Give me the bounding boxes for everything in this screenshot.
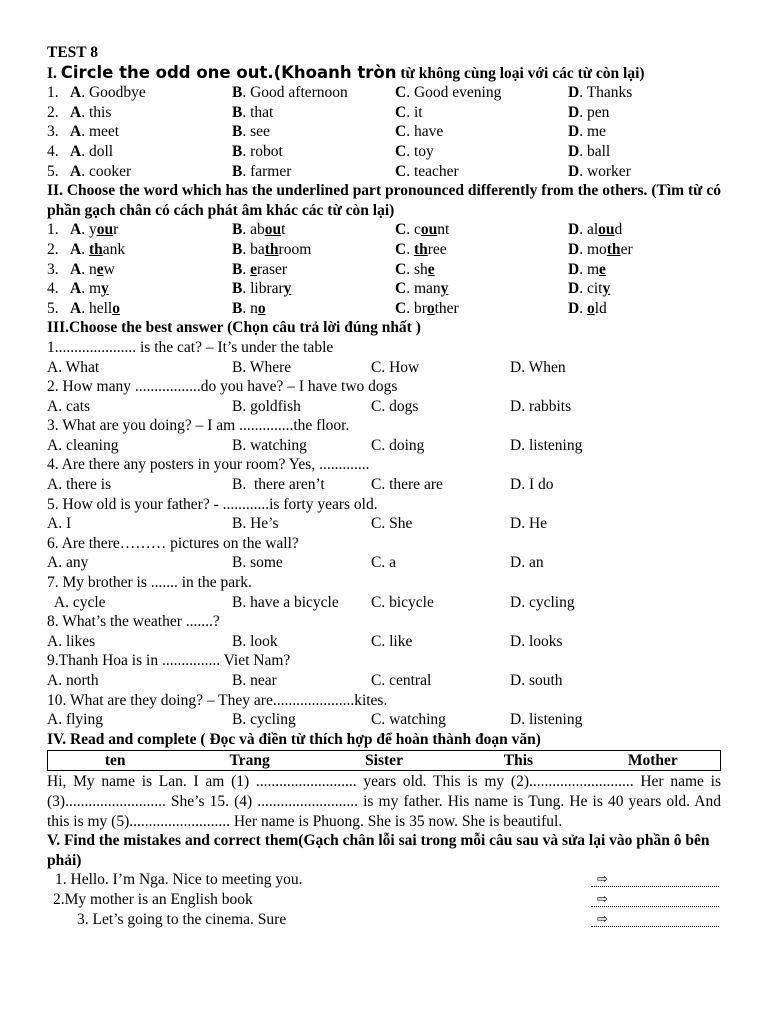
option-letter: A	[70, 123, 82, 141]
option-letter: A	[70, 142, 82, 160]
underlined-part: y	[101, 280, 109, 298]
option-a: A. your	[70, 221, 119, 239]
answer-c: C. there are	[371, 476, 443, 494]
answer-row	[47, 514, 721, 534]
option-letter: B	[232, 123, 243, 141]
underlined-part: o	[112, 299, 120, 317]
word-box-item: Trang	[229, 752, 270, 770]
option-letter: D	[568, 123, 580, 141]
option-text: meet	[88, 123, 120, 141]
word-part: librar	[250, 280, 284, 298]
option-letter: C	[395, 123, 407, 141]
answer-b: B. there aren’t	[232, 476, 325, 494]
underlined-part: th	[264, 240, 279, 258]
option-d: D. mother	[568, 240, 633, 258]
option-b: B. Good afternoon	[232, 84, 348, 102]
option-d: D. aloud	[568, 221, 623, 239]
option-letter: C	[395, 103, 407, 121]
question-text: 2. How many .................do you have? – I have two dogs	[47, 378, 398, 396]
word-part: nt	[437, 221, 450, 239]
option-a: A. new	[70, 260, 115, 278]
word-part: c	[413, 221, 421, 239]
correction-row	[47, 910, 721, 930]
section-2-heading: II. Choose the word which has the underlined part pronounced differently from the others. (Tìm từ có phần gạch chân có cách phát âm khác các từ còn lại)	[47, 182, 721, 219]
underlined-part: y	[440, 280, 449, 298]
underlined-part: e	[250, 260, 257, 278]
answer-row	[47, 632, 721, 652]
option-d: D. pen	[568, 103, 610, 121]
answer-row	[47, 671, 721, 691]
option-letter: A	[70, 260, 82, 278]
option-text: worker	[586, 162, 631, 180]
option-c: C. she	[395, 260, 435, 278]
underlined-part: e	[427, 260, 435, 278]
answer-d: D. looks	[510, 632, 563, 650]
answer-d: D. listening	[510, 711, 583, 729]
answer-b: B. cycling	[232, 711, 296, 729]
answer-d: D. He	[510, 515, 548, 533]
answer-row	[47, 397, 721, 417]
underlined-part: y	[283, 280, 292, 298]
sentence-text: 3. Let’s going to the cinema. Sure	[77, 911, 287, 929]
answer-b: B. goldfish	[232, 397, 301, 415]
answer-a: A. there is	[47, 476, 112, 494]
word-part: br	[413, 299, 427, 317]
answer-line	[591, 886, 719, 887]
section-4-heading: IV. Read and complete ( Đọc và điền từ thích hợp để hoàn thành đoạn văn)	[47, 730, 541, 748]
answer-a: A. cleaning	[47, 436, 119, 454]
question-row	[47, 162, 721, 182]
answer-c: C. a	[371, 554, 396, 572]
option-letter: B	[232, 260, 243, 278]
option-b: B. bathroom	[232, 240, 312, 258]
sentence-text: 2.My mother is an English book	[53, 891, 253, 909]
word-part: ab	[250, 221, 265, 239]
answer-d: D. When	[510, 358, 566, 376]
option-text: Goodbye	[88, 84, 146, 102]
answer-line	[591, 906, 719, 907]
option-a: A. doll	[70, 142, 114, 160]
option-b: B. farmer	[232, 162, 292, 180]
question-row	[47, 83, 721, 103]
section-5-items	[47, 870, 721, 930]
word-part: man	[413, 280, 441, 298]
option-text: see	[250, 123, 270, 141]
answer-row	[47, 475, 721, 495]
question-text: 9.Thanh Hoa is in ............... Viet Nam?	[47, 652, 291, 670]
option-letter: D	[568, 162, 580, 180]
option-c: C. count	[395, 221, 450, 239]
underlined-part: ou	[598, 221, 615, 239]
option-letter: C	[395, 162, 407, 180]
answer-a: A. any	[47, 554, 89, 572]
question-text: 10. What are they doing? – They are.....................kites.	[47, 691, 388, 709]
option-letter: A	[70, 280, 82, 298]
answer-c: C. central	[371, 672, 432, 689]
question-row	[47, 260, 721, 280]
option-b: B. see	[232, 123, 270, 141]
option-letter: B	[232, 240, 243, 258]
question-row	[47, 279, 721, 299]
option-d: D. me	[568, 260, 606, 278]
word-part: ree	[427, 240, 447, 258]
section-1-heading	[47, 63, 721, 84]
option-letter: D	[568, 103, 580, 121]
answer-row	[47, 593, 721, 613]
answer-c: C. watching	[371, 711, 446, 729]
option-letter: B	[232, 142, 243, 160]
option-letter: A	[70, 103, 82, 121]
answer-a: A. flying	[47, 711, 103, 729]
question-number: 4.	[47, 280, 59, 298]
question-row	[47, 220, 721, 240]
answer-b: B. watching	[232, 436, 307, 454]
underlined-part: y	[602, 280, 611, 298]
answer-b: B. have a bicycle	[232, 593, 339, 611]
section-3-items	[47, 338, 721, 730]
word-box-item: Sister	[365, 752, 403, 770]
answer-b: B. Where	[232, 358, 292, 376]
option-letter: D	[568, 280, 580, 298]
option-letter: C	[395, 299, 407, 317]
option-letter: B	[232, 103, 243, 121]
option-b: B. eraser	[232, 260, 288, 278]
answer-d: D. south	[510, 672, 563, 689]
underlined-part: th	[88, 240, 103, 258]
question-text: 7. My brother is ....... in the park.	[47, 574, 252, 592]
word-part: ank	[102, 240, 126, 258]
word-part: n	[250, 299, 258, 317]
underlined-part: e	[96, 260, 104, 278]
answer-row	[47, 710, 721, 730]
word-part: m	[586, 260, 600, 278]
option-d: D. ball	[568, 142, 611, 160]
option-a: A. Goodbye	[70, 84, 146, 102]
question-row	[47, 299, 721, 319]
word-part: raser	[256, 260, 288, 278]
answer-d: D. listening	[510, 436, 583, 454]
option-text: toy	[413, 142, 434, 160]
answer-row	[47, 436, 721, 456]
reading-passage: Hi, My name is Lan. I am (1) .......................... years old. This is my (2)........................... Her name is (3).......................... She’s 15. (4) .......................... is my father. His name is Tung. He is 40 years old. And this is my (5).......................... Her name is Phuong. She is 35 now. She is beautiful.	[47, 773, 721, 830]
option-text: Good evening	[413, 84, 502, 102]
word-part: d	[614, 221, 623, 239]
option-d: D. worker	[568, 162, 631, 180]
question-text: 1..................... is the cat? – It’s under the table	[47, 338, 334, 356]
option-letter: C	[395, 260, 407, 278]
option-b: B. that	[232, 103, 274, 121]
answer-b: B. look	[232, 632, 278, 650]
option-letter: B	[232, 221, 243, 239]
option-letter: A	[70, 84, 82, 102]
option-a: A. my	[70, 280, 109, 298]
word-part: er	[620, 240, 633, 258]
question-row	[47, 142, 721, 162]
option-text: Good afternoon	[250, 84, 348, 102]
section-1-items	[47, 83, 721, 181]
option-text: have	[413, 123, 444, 141]
option-letter: C	[395, 280, 407, 298]
word-part: m	[88, 280, 102, 298]
option-text: that	[250, 103, 274, 121]
answer-c: C. She	[371, 515, 413, 533]
word-part: cit	[586, 280, 603, 298]
answer-c: C. dogs	[371, 397, 419, 415]
option-letter: B	[232, 162, 243, 180]
question-number: 4.	[47, 142, 59, 160]
option-text: farmer	[250, 162, 292, 180]
arrow-icon: ⇨	[597, 912, 608, 928]
section-5-heading: V. Find the mistakes and correct them(Gạch chân lỗi sai trong mỗi câu sau và sửa lại vào phần ô bên phải)	[47, 832, 710, 869]
option-b: B. about	[232, 221, 286, 239]
answer-a: A. cycle	[47, 593, 106, 611]
word-part: w	[103, 260, 115, 278]
answer-row	[47, 358, 721, 378]
option-c: C. many	[395, 280, 449, 298]
answer-a: A. north	[47, 672, 99, 689]
test-title: TEST 8	[47, 44, 98, 61]
word-part: hell	[88, 299, 113, 317]
answer-d: D. cycling	[510, 593, 575, 611]
underlined-part: o	[586, 299, 595, 317]
answer-c: C. like	[371, 632, 413, 650]
option-d: D. Thanks	[568, 84, 633, 102]
underlined-part: o	[426, 299, 435, 317]
word-part: r	[113, 221, 119, 239]
option-letter: D	[568, 221, 580, 239]
option-letter: A	[70, 221, 82, 239]
option-c: C. toy	[395, 142, 434, 160]
option-c: C. teacher	[395, 162, 459, 180]
option-letter: A	[70, 299, 82, 317]
option-text: robot	[250, 142, 283, 160]
answer-a: A. I	[47, 515, 72, 533]
answer-b: B. some	[232, 554, 283, 572]
question-number: 2.	[47, 103, 59, 121]
question-text: 5. How old is your father? - ............is forty years old.	[47, 495, 378, 513]
word-box	[47, 750, 721, 771]
option-text: ball	[586, 142, 611, 160]
option-b: B. robot	[232, 142, 283, 160]
option-letter: C	[395, 84, 407, 102]
option-c: C. Good evening	[395, 84, 502, 102]
option-c: C. it	[395, 103, 423, 121]
word-part: mo	[586, 240, 607, 258]
option-text: cooker	[88, 162, 132, 180]
option-text: Thanks	[586, 84, 633, 102]
underlined-part: o	[257, 299, 266, 317]
option-letter: B	[232, 84, 243, 102]
answer-b: B. near	[232, 672, 277, 689]
section-2-items	[47, 220, 721, 318]
question-number: 3.	[47, 123, 59, 141]
question-row	[47, 240, 721, 260]
question-number: 1.	[47, 221, 59, 239]
correction-row	[47, 890, 721, 910]
underlined-part: ou	[420, 221, 438, 239]
question-number: 2.	[47, 240, 59, 258]
question-row	[47, 122, 721, 142]
option-c: C. have	[395, 123, 444, 141]
worksheet	[47, 43, 721, 930]
arrow-icon: ⇨	[597, 872, 608, 888]
word-box-item: This	[503, 752, 534, 770]
option-text: this	[88, 103, 112, 121]
word-part: sh	[413, 260, 428, 278]
option-c: C. three	[395, 240, 447, 258]
section-1-number: I.	[47, 64, 57, 82]
word-part: ld	[594, 299, 607, 317]
option-letter: D	[568, 142, 580, 160]
underlined-part: th	[606, 240, 621, 258]
answer-b: B. He’s	[232, 515, 279, 533]
answer-c: C. doing	[371, 436, 425, 454]
answer-d: D. an	[510, 554, 544, 572]
underlined-part: th	[413, 240, 428, 258]
option-text: me	[586, 123, 606, 141]
option-letter: C	[395, 142, 407, 160]
option-letter: B	[232, 299, 243, 317]
section-1-heading-vi: từ không cùng loại với các từ còn lại)	[396, 64, 645, 82]
word-part: al	[586, 221, 599, 239]
question-row	[47, 103, 721, 123]
option-a: A. this	[70, 103, 112, 121]
sentence-text: 1. Hello. I’m Nga. Nice to meeting you.	[55, 871, 303, 889]
answer-d: D. I do	[510, 476, 554, 494]
word-box-item: Mother	[627, 752, 678, 770]
word-part: ther	[434, 299, 459, 317]
question-number: 1.	[47, 84, 59, 102]
answer-row	[47, 553, 721, 573]
word-part: n	[88, 260, 97, 278]
option-a: A. cooker	[70, 162, 132, 180]
option-text: doll	[88, 142, 114, 160]
underlined-part: e	[599, 260, 606, 278]
answer-a: A. cats	[47, 397, 91, 415]
option-letter: D	[568, 240, 580, 258]
section-3-heading: III.Choose the best answer (Chọn câu trả lời đúng nhất )	[47, 319, 421, 337]
option-c: C. brother	[395, 299, 459, 317]
option-d: D. me	[568, 123, 606, 141]
question-text: 4. Are there any posters in your room? Yes, .............	[47, 456, 370, 474]
underlined-part: ou	[264, 221, 282, 239]
option-b: B. library	[232, 280, 292, 298]
option-d: D. city	[568, 280, 611, 298]
section-1-heading-en: Circle the odd one out.(Khoanh tròn	[60, 62, 397, 82]
option-letter: C	[395, 221, 407, 239]
question-text: 8. What’s the weather .......?	[47, 613, 220, 631]
question-number: 5.	[47, 299, 59, 317]
option-letter: B	[232, 280, 243, 298]
question-number: 3.	[47, 260, 59, 278]
question-text: 3. What are you doing? – I am ..............the floor.	[47, 417, 350, 435]
question-text: 6. Are there……… pictures on the wall?	[47, 534, 299, 552]
answer-c: C. bicycle	[371, 593, 434, 611]
underlined-part: ou	[96, 221, 114, 239]
answer-c: C. How	[371, 358, 420, 376]
option-text: teacher	[413, 162, 459, 180]
option-letter: D	[568, 260, 580, 278]
answer-d: D. rabbits	[510, 397, 572, 415]
option-a: A. meet	[70, 123, 120, 141]
option-text: it	[413, 103, 423, 121]
answer-a: A. What	[47, 358, 100, 376]
option-letter: D	[568, 84, 580, 102]
arrow-icon: ⇨	[597, 892, 608, 908]
option-letter: D	[568, 299, 580, 317]
correction-row	[47, 870, 721, 890]
word-part: t	[281, 221, 286, 239]
option-a: A. thank	[70, 240, 126, 258]
word-box-item: ten	[104, 752, 126, 770]
option-d: D. old	[568, 299, 607, 317]
word-part: room	[278, 240, 312, 258]
question-number: 5.	[47, 162, 59, 180]
option-letter: A	[70, 240, 82, 258]
option-letter: A	[70, 162, 82, 180]
word-part: y	[88, 221, 97, 239]
word-part: ba	[250, 240, 265, 258]
option-a: A. hello	[70, 299, 120, 317]
answer-line	[591, 926, 719, 927]
option-text: pen	[586, 103, 610, 121]
answer-a: A. likes	[47, 632, 96, 650]
option-b: B. no	[232, 299, 266, 317]
option-letter: C	[395, 240, 407, 258]
